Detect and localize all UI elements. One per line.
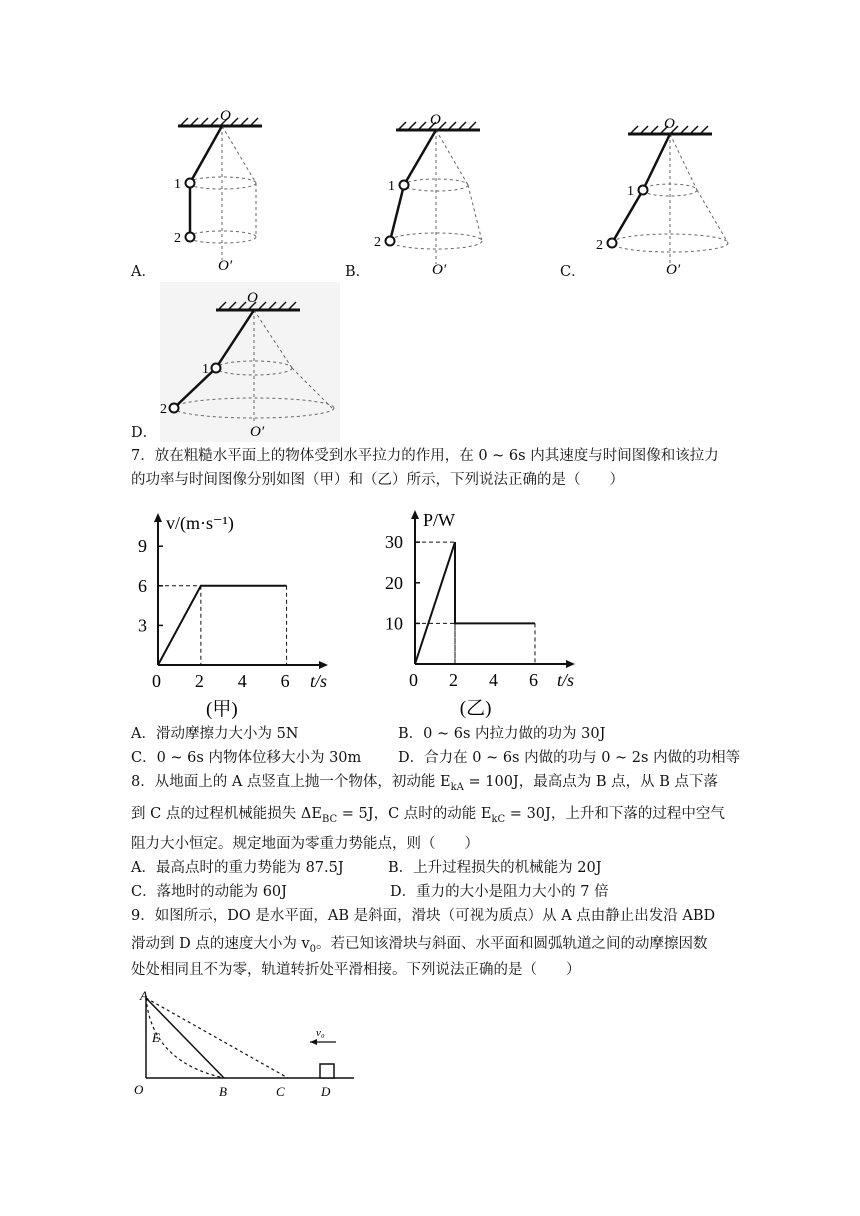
y-tick-label: 9 bbox=[138, 536, 147, 557]
option-a-label: A． bbox=[131, 264, 156, 280]
point-o-label: O bbox=[664, 116, 675, 132]
ball-2-label: 2 bbox=[596, 238, 603, 253]
x-tick-label: 2 bbox=[449, 670, 458, 690]
x-axis-label: t/s bbox=[557, 670, 575, 690]
q8-option-d: D．重力的大小是阻力大小的 7 倍 bbox=[390, 884, 609, 900]
ball-1-label: 1 bbox=[202, 362, 209, 377]
option-b-label: B． bbox=[345, 264, 371, 280]
q7-stem-line-1: 7．放在粗糙水平面上的物体受到水平拉力的作用，在 0 ~ 6s 内其速度与时间图像和该拉力 bbox=[131, 448, 719, 464]
point-b-label: B bbox=[219, 1084, 227, 1099]
ball-1 bbox=[639, 186, 648, 195]
q9-line-3: 处处相同且不为零，轨道转折处平滑相接。下列说法正确的是（ ） bbox=[131, 962, 581, 978]
q8-option-c: C．落地时的动能为 60J bbox=[131, 884, 287, 900]
q8-line-1-end: = 100J，最高点为 B 点，从 B 点下落 bbox=[463, 774, 718, 790]
q8-sub-kc: kC bbox=[491, 813, 506, 825]
point-o-label: O bbox=[134, 1082, 144, 1097]
slider-block bbox=[320, 1064, 334, 1078]
q8-line-1 bbox=[131, 772, 718, 798]
x-tick-label: 0 bbox=[409, 670, 418, 690]
point-a-label: A bbox=[140, 988, 148, 1003]
q8-line-2-end: = 30J，上升和下落的过程中空气 bbox=[505, 806, 725, 822]
ball-1-label: 1 bbox=[388, 179, 395, 194]
y-tick-label: 3 bbox=[138, 615, 147, 636]
chart-title: (甲) bbox=[206, 699, 238, 720]
y-axis-label: P/W bbox=[423, 510, 456, 530]
x-tick-label: 4 bbox=[489, 670, 498, 690]
series-line bbox=[415, 542, 535, 664]
q7-option-a: A．滑动摩擦力大小为 5N bbox=[131, 726, 299, 742]
pendulum-figure-d bbox=[160, 282, 340, 442]
chart-title: (乙) bbox=[459, 698, 492, 719]
q7-option-d: D．合力在 0 ~ 6s 内做的功与 0 ~ 2s 内做的功相等 bbox=[398, 750, 741, 766]
q8-option-a: A．最高点时的重力势能为 87.5J bbox=[131, 860, 344, 876]
point-o-prime-label: O′ bbox=[666, 262, 681, 278]
y-axis-arrow bbox=[154, 513, 162, 522]
q8-line-2-text: 到 C 点的过程机械能损失 ΔE bbox=[131, 806, 322, 822]
x-tick-label: 0 bbox=[152, 671, 161, 691]
ball-1 bbox=[186, 179, 195, 188]
point-e-label: E bbox=[152, 1030, 160, 1045]
x-axis-label: t/s bbox=[310, 671, 328, 691]
q8-line-1-text: 8．从地面上的 A 点竖直上抛一个物体，初动能 E bbox=[131, 774, 451, 790]
ball-2 bbox=[170, 404, 179, 413]
q7-option-b: B．0 ~ 6s 内拉力做的功为 30J bbox=[398, 726, 606, 742]
point-o-prime-label: O′ bbox=[218, 258, 233, 274]
incline-track-figure bbox=[128, 990, 368, 1102]
ball-2-label: 2 bbox=[374, 235, 381, 250]
q9-line-2-b: 。若已知该滑块与斜面、水平面和圆弧轨道之间的动摩擦因数 bbox=[316, 936, 708, 952]
ball-1-label: 1 bbox=[174, 177, 181, 192]
q8-sub-bc: BC bbox=[321, 813, 338, 825]
velocity-time-chart bbox=[140, 505, 340, 720]
q7-option-c: C．0 ~ 6s 内物体位移大小为 30m bbox=[131, 750, 362, 766]
y-axis-arrow bbox=[411, 510, 419, 519]
q8-line-2-mid: = 5J，C 点时的动能 E bbox=[337, 806, 492, 822]
pendulum-figure-b bbox=[368, 104, 508, 284]
q8-sub-ka: kA bbox=[450, 781, 464, 793]
ball-2-label: 2 bbox=[174, 231, 181, 246]
point-o-label: O bbox=[220, 108, 231, 124]
ball-1 bbox=[212, 364, 221, 373]
ball-2 bbox=[386, 237, 395, 246]
q9-sub-0: 0 bbox=[309, 943, 317, 955]
ball-2 bbox=[608, 239, 617, 248]
option-c-label: C． bbox=[560, 264, 586, 280]
x-tick-label: 4 bbox=[237, 671, 247, 691]
ball-2 bbox=[186, 233, 195, 242]
point-o-prime-label: O′ bbox=[432, 262, 447, 278]
pendulum-figure-c bbox=[586, 108, 746, 283]
q9-line-2 bbox=[131, 934, 708, 960]
point-c-label: C bbox=[276, 1084, 285, 1099]
x-tick-label: 6 bbox=[529, 670, 538, 690]
ball-1-label: 1 bbox=[627, 184, 634, 199]
q8-line-2 bbox=[131, 804, 725, 830]
x-axis-arrow bbox=[319, 661, 328, 669]
y-tick-label: 6 bbox=[138, 575, 147, 596]
point-o-label: O bbox=[247, 290, 258, 306]
power-time-chart bbox=[385, 500, 590, 720]
q8-option-b: B．上升过程损失的机械能为 20J bbox=[388, 860, 602, 876]
point-o-prime-label: O′ bbox=[250, 424, 265, 440]
y-tick-label: 10 bbox=[385, 613, 403, 634]
q7-stem-line-2: 的功率与时间图像分别如图（甲）和（乙）所示，下列说法正确的是（ ） bbox=[131, 472, 624, 488]
ball-1 bbox=[400, 181, 409, 190]
y-axis-label: v/(m·s⁻¹) bbox=[166, 513, 234, 533]
y-tick-label: 20 bbox=[385, 572, 403, 593]
q9-line-1: 9．如图所示，DO 是水平面，AB 是斜面，滑块（可视为质点）从 A 点由静止出发沿 ABD bbox=[131, 908, 716, 924]
ball-2-label: 2 bbox=[160, 402, 167, 417]
velocity-label: v₀ bbox=[316, 1027, 325, 1039]
series-line bbox=[158, 586, 287, 665]
pendulum-figure-a bbox=[150, 100, 280, 280]
y-tick-label: 30 bbox=[385, 532, 403, 553]
point-o-label: O bbox=[430, 112, 441, 128]
x-axis-arrow bbox=[566, 660, 575, 668]
x-tick-label: 6 bbox=[280, 671, 290, 691]
point-d-label: D bbox=[321, 1084, 331, 1099]
x-tick-label: 2 bbox=[194, 671, 204, 691]
q8-line-3: 阻力大小恒定。规定地面为零重力势能点，则（ ） bbox=[131, 836, 479, 852]
q9-line-2-a: 滑动到 D 点的速度大小为 v bbox=[131, 936, 310, 952]
option-d-label: D． bbox=[131, 425, 158, 441]
